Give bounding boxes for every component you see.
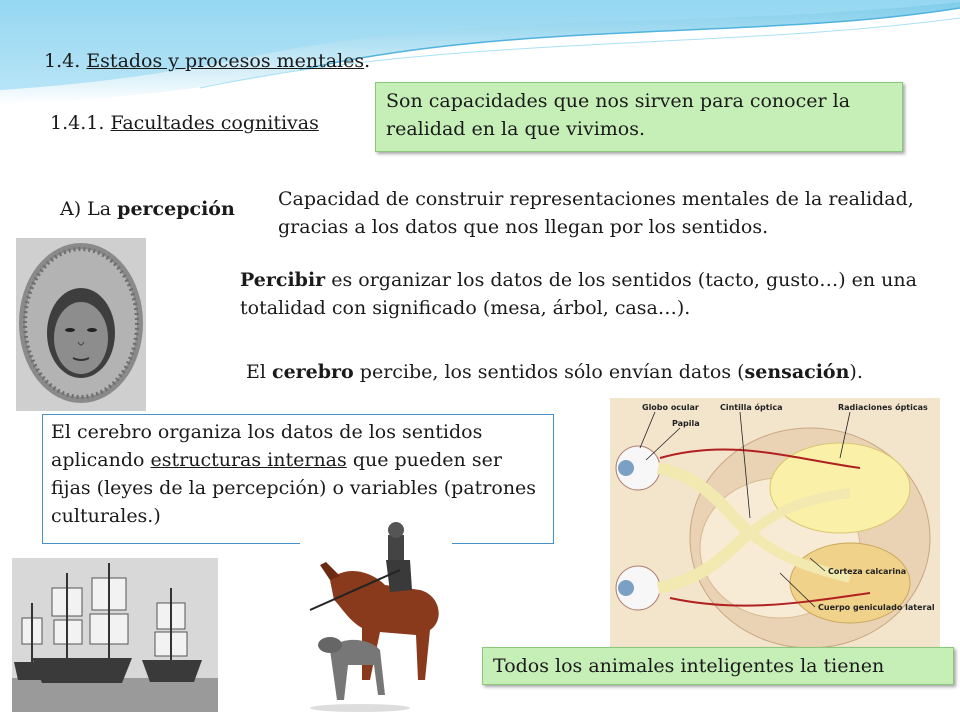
label-cintilla-optica: Cintilla óptica <box>720 403 783 412</box>
label-corteza-calcarina: Corteza calcarina <box>828 567 907 576</box>
heading-sub-title: Facultades cognitivas <box>110 112 319 134</box>
section-a-prefix: A) La <box>60 198 112 220</box>
animals-box: Todos los animales inteligentes la tienen <box>482 647 954 685</box>
cerebro-part2: percibe, los sentidos sólo envían datos ( <box>359 361 745 383</box>
sensacion-term: sensación <box>744 361 850 383</box>
label-papila: Papila <box>672 419 700 428</box>
label-radiaciones-opticas: Radiaciones ópticas <box>838 403 928 412</box>
cerebro-part1: El <box>246 361 266 383</box>
knight-on-horse-illustration <box>300 510 452 716</box>
blue-box-underlined: estructuras internas <box>150 449 347 471</box>
heading-sub-number: 1.4.1. <box>50 112 105 134</box>
section-a-heading <box>60 198 235 220</box>
heading-main-number: 1.4. <box>44 50 81 72</box>
blue-box-part2: que pueden ser fijas (leyes de la percepción) o variables (patrones culturales.) <box>51 449 537 527</box>
cerebro-paragraph <box>246 358 946 386</box>
cerebro-structures-box <box>42 414 554 544</box>
heading-main-title: Estados y procesos mentales <box>86 50 365 72</box>
percibir-paragraph <box>240 266 930 322</box>
heading-main-suffix: . <box>364 50 371 72</box>
heading-main <box>44 50 370 72</box>
visual-pathway-brain-diagram <box>610 398 940 650</box>
label-globo-ocular: Globo ocular <box>642 403 699 412</box>
heading-sub <box>50 112 319 134</box>
percibir-rest: es organizar los datos de los sentidos (tacto, gusto…) en una totalidad con significado (mesa, árbol, casa…). <box>240 269 917 319</box>
percibir-term: Percibir <box>240 269 326 291</box>
ships-photo <box>12 558 218 712</box>
cerebro-part3: ). <box>849 361 863 383</box>
perception-definition: Capacidad de construir representaciones mentales de la realidad, gracias a los datos que nos llegan por los sentidos. <box>278 188 914 238</box>
label-cuerpo-geniculado: Cuerpo geniculado lateral <box>818 603 935 612</box>
definition-box: Son capacidades que nos sirven para conocer la realidad en la que vivimos. <box>375 82 903 152</box>
blue-box-part1: El cerebro organiza los datos de los sentidos aplicando <box>51 421 483 471</box>
cerebro-term: cerebro <box>272 361 354 383</box>
eskimo-child-photo <box>16 238 146 411</box>
section-a-term: percepción <box>117 198 235 220</box>
